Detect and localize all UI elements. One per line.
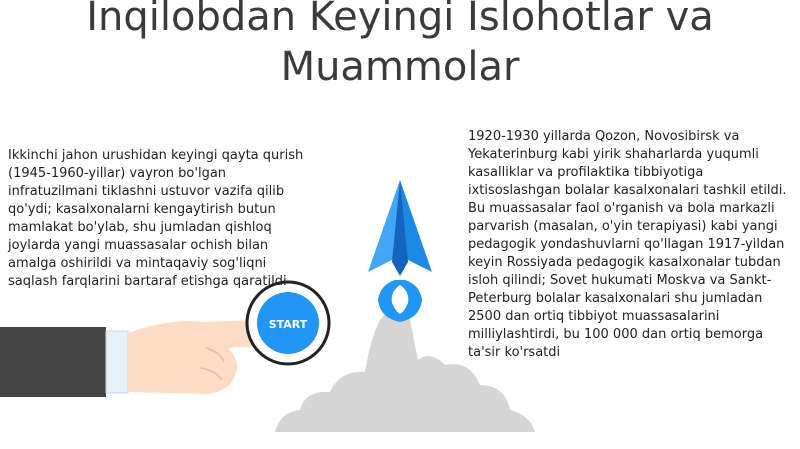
start-button-label: START xyxy=(268,318,308,331)
right-text-block: 1920-1930 yillarda Qozon, Novosibirsk va Yekaterinburg kabi yirik shaharlarda yuqumli kasalliklar va profilaktika tibbiyotiga ixtisoslashgan bolalar kasalxonalari tashkil etildi. Bu muassasalar faol o'rganish va bola markazli parvarish (masalan, o'yin terapiyasi) kabi yangi pedagogik yondashuvlarni qo'llagan 1917-yildan keyin Rossiyada pedagogik kasalxonalar tubdan isloh qilindi; Sovet hukumati Moskva va Sankt-Peterburg bolalar kasalxonalari shu jumladan 2500 dan ortiq tibbiyot muassasalarini milliylashtirdi, bu 100 000 dan ortiq bemorga ta'sir ko'rsatdi xyxy=(468,129,787,360)
cuff xyxy=(106,331,128,393)
start-button[interactable] xyxy=(247,282,329,364)
slide-title: Inqilobdan Keyingi Islohotlar va Muammolar xyxy=(86,0,714,90)
left-text-block: Ikkinchi jahon urushidan keyingi qayta qurish (1945-1960-yillar) vayron bo'lgan infratuzilmani tiklashni ustuvor vazifa qilib qo'ydi; kasalxonalarni kengaytirish butun mamlakat bo'ylab, shu jumladan qishloq joylarda yangi muassasalar ochish bilan amalga oshirildi va mintaqaviy sog'liqni saqlash farqlarini bartaraf etishga qaratildi xyxy=(8,148,304,289)
sleeve xyxy=(0,327,106,397)
rocket-icon xyxy=(368,180,432,276)
